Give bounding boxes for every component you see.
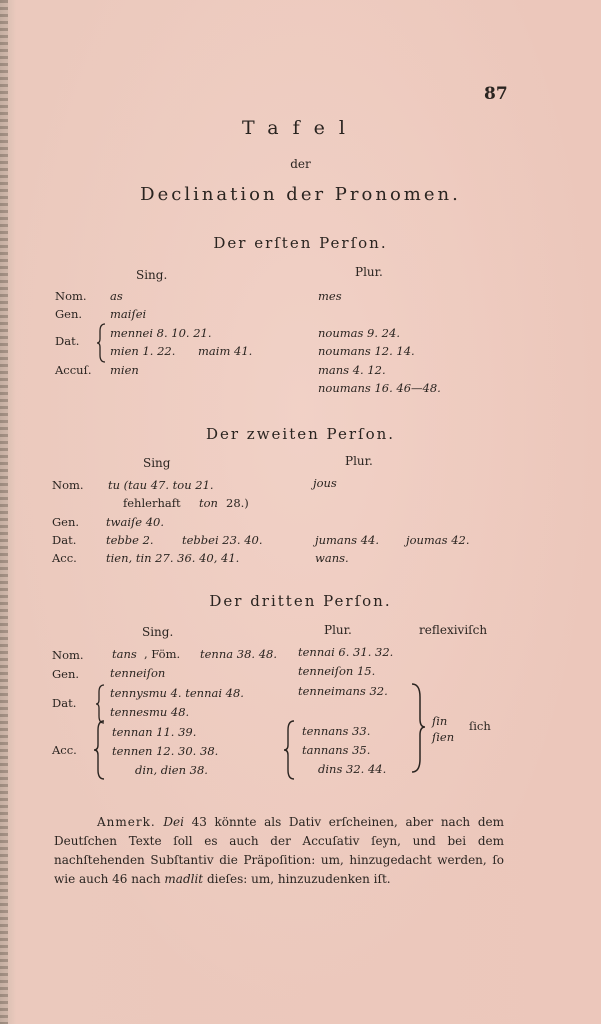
form: noumans 12. 14. <box>318 344 415 358</box>
title-declination: Declination der Pronomen. <box>140 184 461 205</box>
case-nom: Nom. <box>52 648 84 662</box>
form: mans 4. 12. <box>318 363 386 377</box>
col-sing: Sing. <box>136 268 168 282</box>
col-sing: Sing. <box>142 625 174 639</box>
form: mes <box>318 289 342 303</box>
form: dins 32. 44. <box>318 762 387 776</box>
case-dat: Dat. <box>52 696 77 710</box>
binding-edge <box>0 0 8 1024</box>
form: tenneiſon <box>110 666 166 680</box>
col-reflexive: reflexiviſch <box>419 623 488 637</box>
form: ſich <box>469 719 491 733</box>
col-plur: Plur. <box>355 265 383 279</box>
form: tenneimans 32. <box>298 684 388 698</box>
form: 28.) <box>226 496 249 510</box>
form: ton <box>199 496 218 510</box>
note-text: 43 könnte als Dativ erſcheinen, aber nach dem Deutſchen Texte ſoll es auch der Accuſativ ſeyn, und bei dem nachſtehenden Subſtantiv die Präpoſition: um, hinzugedacht werden, ſo wie auch 46 nach <box>54 815 504 886</box>
form: tans <box>112 647 137 661</box>
case-gen: Gen. <box>52 515 80 529</box>
form: tennan 11. 39. <box>112 725 197 739</box>
case-acc: Acc. <box>52 743 77 757</box>
form: mien 1. 22. <box>110 344 176 358</box>
form: tennesmu 48. <box>110 705 190 719</box>
form: ſin <box>432 714 448 728</box>
brace-icon <box>97 323 107 363</box>
form: mennei 8. 10. 21. <box>110 326 212 340</box>
note-word: madlit <box>164 872 204 886</box>
form: tenna 38. 48. <box>200 647 277 661</box>
case-dat: Dat. <box>52 533 77 547</box>
form: noumans 16. 46—48. <box>318 381 441 395</box>
case-acc: Accuſ. <box>55 363 92 377</box>
form: tu (tau 47. tou 21. <box>108 478 214 492</box>
form: jous <box>313 476 337 490</box>
brace-icon <box>96 684 106 724</box>
form: tennysmu 4. tennai 48. <box>110 686 244 700</box>
brace-icon <box>94 720 106 780</box>
form: tennans 33. <box>302 724 371 738</box>
case-gen: Gen. <box>52 667 80 681</box>
section-heading-second: Der zweiten Perſon. <box>205 425 396 443</box>
form: tebbe 2. <box>106 533 154 547</box>
form: din, dien 38. <box>135 763 208 777</box>
title-der: der <box>290 157 311 171</box>
form: tennai 6. 31. 32. <box>298 645 394 659</box>
case-nom: Nom. <box>52 478 84 492</box>
section-heading-third: Der dritten Perſon. <box>209 592 392 610</box>
form: maiſei <box>110 307 147 321</box>
case-dat: Dat. <box>55 334 80 348</box>
form: wans. <box>315 551 349 565</box>
note-label: Anmerk. <box>97 815 156 829</box>
col-sing: Sing <box>143 456 171 470</box>
form: maim 41. <box>198 344 253 358</box>
brace-icon <box>284 720 296 780</box>
form: mien <box>110 363 139 377</box>
form: tennen 12. 30. 38. <box>112 744 219 758</box>
col-plur: Plur. <box>345 454 373 468</box>
note-text: dieſes: um, hinzuzudenken iſt. <box>203 872 391 886</box>
form: joumas 42. <box>406 533 470 547</box>
note-text: fehlerhaft <box>123 496 181 510</box>
col-plur: Plur. <box>324 623 352 637</box>
page-number: 87 <box>484 84 508 104</box>
form: twaiſe 40. <box>106 515 165 529</box>
form: tebbei 23. 40. <box>182 533 263 547</box>
case-gen: Gen. <box>55 307 83 321</box>
form: jumans 44. <box>315 533 379 547</box>
form: ſien <box>432 730 455 744</box>
form: tannans 35. <box>302 743 371 757</box>
case-acc: Acc. <box>52 551 77 565</box>
brace-icon <box>410 683 426 773</box>
case-nom: Nom. <box>55 289 87 303</box>
section-heading-first: Der erſten Perſon. <box>213 234 388 252</box>
form: , Föm. <box>144 647 181 661</box>
form: tien, tin 27. 36. 40, 41. <box>106 551 240 565</box>
note-word: Dei <box>163 815 184 829</box>
form: as <box>110 289 123 303</box>
annotation-paragraph <box>54 813 504 889</box>
title-tafel: Tafel <box>242 117 359 139</box>
form: tenneiſon 15. <box>298 664 376 678</box>
form: noumas 9. 24. <box>318 326 400 340</box>
